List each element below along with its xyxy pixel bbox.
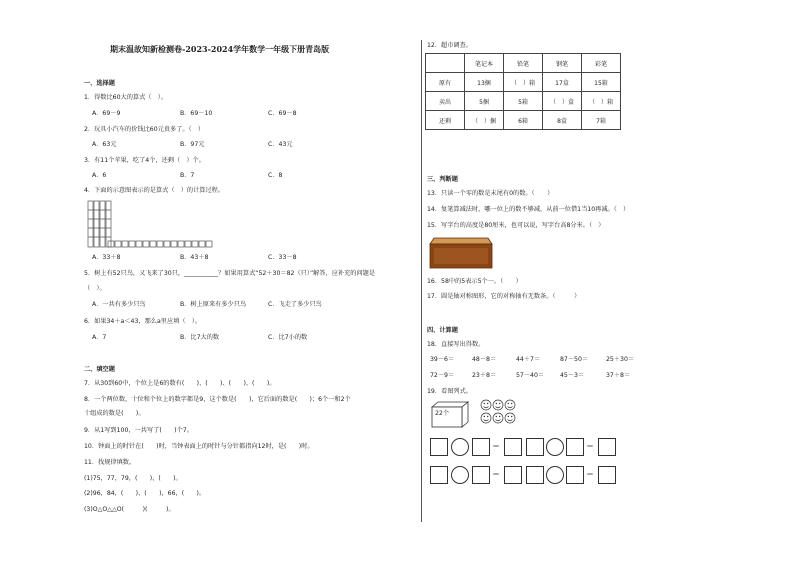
table-cell: 钢笔	[543, 54, 582, 73]
calc-item: 39－6＝	[430, 356, 455, 363]
table-cell: 13捆	[465, 73, 504, 92]
question-5: 5．树上有52只鸟，又飞来了30只，___________？如果用算式“52＋30＝82（只）”解答，应补充的问题是	[84, 270, 376, 277]
q5-option-b: B．树上原来有多少只鸟	[180, 301, 247, 308]
market-survey-table	[425, 53, 621, 130]
question-14: 14．复笔算减法时，哪一位上的数不够减，从前一位借1当10再减。（ ）	[427, 206, 630, 213]
answer-box[interactable]	[598, 466, 616, 484]
answer-box[interactable]	[472, 466, 490, 484]
section-calc: 四、计算题	[427, 327, 458, 334]
question-6: 6．如果34＋a＜43，那么a里应填（ ）。	[84, 318, 201, 325]
answer-box[interactable]	[430, 438, 448, 456]
answer-box[interactable]	[566, 438, 584, 456]
answer-box[interactable]	[526, 438, 544, 456]
question-15: 15．写字台的高度是80厘米，也可以说，写字台高8分米。（ ）	[427, 222, 605, 229]
q3-option-a: A．6	[92, 172, 107, 179]
q5-option-a: A．一共有多少只鸟	[92, 301, 146, 308]
table-cell: （ ）捆	[465, 111, 504, 130]
calc-item: 37＋8＝	[606, 372, 631, 379]
q5-option-c: C．飞走了多少只鸟	[268, 301, 322, 308]
q4-option-b: B．43＋8	[180, 254, 209, 261]
answer-box[interactable]	[526, 466, 544, 484]
answer-box[interactable]	[430, 466, 448, 484]
page-title: 期末温故知新检测卷-2023-2024学年数学一年级下册青岛版	[110, 44, 330, 54]
equals-sign: ＝	[492, 442, 500, 451]
smiley-faces-image	[480, 398, 520, 426]
question-4: 4．下面的示意图表示的是算式（ ）的计算过程。	[84, 187, 225, 194]
question-18: 18．直接写出得数。	[427, 341, 485, 348]
table-cell	[426, 54, 465, 73]
table-cell: 铅笔	[504, 54, 543, 73]
calc-item: 45－3＝	[560, 372, 585, 379]
calc-item: 87－50＝	[560, 356, 589, 363]
calc-item: 48－8＝	[472, 356, 497, 363]
box-label: 22个	[435, 410, 450, 417]
question-9: 9．从1写到100，一共写了( )个7。	[84, 427, 193, 434]
q3-option-b: B．7	[180, 172, 195, 179]
table-row	[426, 92, 621, 111]
question-19: 19．看图列式。	[427, 388, 472, 395]
equals-sign: ＝	[586, 442, 594, 451]
answer-box[interactable]	[504, 438, 522, 456]
q2-option-a: A．63元	[92, 141, 117, 148]
equals-sign: ＝	[492, 470, 500, 479]
answer-circle[interactable]	[451, 466, 469, 484]
answer-circle[interactable]	[546, 466, 564, 484]
q1-option-a: A．69－9	[92, 110, 121, 117]
column-divider	[421, 40, 422, 522]
equals-sign: ＝	[586, 470, 594, 479]
question-7: 7．从30到60中，个位上是6的数有( )、( )、( )、( )。	[84, 380, 276, 387]
question-8: 8．一个两位数，十位和个位上的数字都是9，这个数是( )，它后面的数是( )；6个一和2个	[84, 396, 351, 403]
table-cell: 还剩	[426, 111, 465, 130]
q6-option-a: A．7	[92, 334, 107, 341]
table-cell: 笔记本	[465, 54, 504, 73]
calc-item: 25＋30＝	[606, 356, 635, 363]
question-11-1: (1)75，77，79，( )，( )。	[84, 475, 182, 482]
table-cell: 卖出	[426, 92, 465, 111]
place-value-diagram	[86, 200, 216, 250]
answer-box[interactable]	[504, 466, 522, 484]
question-2: 2．玩具小汽车的价钱比60元贵多了。（ ）	[84, 126, 205, 133]
table-cell: 6箱	[504, 111, 543, 130]
question-3: 3．有11个苹果，吃了4个，还剩（ ）个。	[84, 157, 205, 164]
q2-option-b: B．97元	[180, 141, 205, 148]
table-row	[426, 111, 621, 130]
question-1: 1．得数比60大的算式（ ）。	[84, 94, 167, 101]
table-cell: （ ）箱	[504, 73, 543, 92]
table-cell: （ ）盒	[543, 92, 582, 111]
answer-circle[interactable]	[546, 438, 564, 456]
question-10: 10．钟面上的时针在( )时，当钟表面上的时针与分针都指向12时，是( )时。	[84, 443, 314, 450]
question-13: 13．只读一个零的数是末尾有0的数。（ ）	[427, 190, 554, 197]
answer-circle[interactable]	[451, 438, 469, 456]
answer-box[interactable]	[472, 438, 490, 456]
answer-box[interactable]	[598, 438, 616, 456]
question-11-2: (2)96，84，( )，( )，66，( )。	[84, 490, 206, 497]
q6-option-c: C．比7小的数	[268, 334, 308, 341]
question-8-cont: 十组成的数是( )。	[84, 410, 145, 417]
calc-item: 44＋7＝	[516, 356, 541, 363]
table-cell: 彩笔	[582, 54, 621, 73]
table-header-row	[426, 54, 621, 73]
desk-image	[428, 236, 494, 272]
calc-item: 57－40＝	[516, 372, 545, 379]
question-5-cont: （ ）。	[84, 285, 106, 292]
q2-option-c: C．43元	[268, 141, 293, 148]
question-11-3: (3)O△O△△O( )( )。	[84, 506, 175, 513]
table-cell: 8盒	[543, 111, 582, 130]
calc-item: 23＋8＝	[472, 372, 497, 379]
q4-option-a: A．33＋8	[92, 254, 121, 261]
table-cell: 原有	[426, 73, 465, 92]
question-17: 17．圆是轴对称图形，它的对称轴有无数条。（ ）	[427, 293, 581, 300]
q1-option-c: C．69－8	[268, 110, 297, 117]
question-11: 11．找规律填数。	[84, 459, 136, 466]
table-cell: 7箱	[582, 111, 621, 130]
q6-option-b: B．比7大的数	[180, 334, 220, 341]
calc-item: 72－9＝	[430, 372, 455, 379]
table-cell: 5捆	[465, 92, 504, 111]
table-cell: 17盒	[543, 73, 582, 92]
section-choice: 一、选择题	[84, 80, 115, 87]
section-fill: 二、填空题	[84, 366, 115, 373]
q1-option-b: B．69－10	[180, 110, 213, 117]
section-judge: 三、判断题	[427, 176, 458, 183]
q4-option-c: C．33－8	[268, 254, 297, 261]
question-16: 16．58中的5表示5个一。（ ）	[427, 278, 522, 285]
question-12: 12．超市调查。	[427, 42, 472, 49]
table-row	[426, 73, 621, 92]
answer-box[interactable]	[566, 466, 584, 484]
table-cell: 5箱	[504, 92, 543, 111]
table-cell: （ ）箱	[582, 92, 621, 111]
table-cell: 15箱	[582, 73, 621, 92]
q3-option-c: C．8	[268, 172, 283, 179]
